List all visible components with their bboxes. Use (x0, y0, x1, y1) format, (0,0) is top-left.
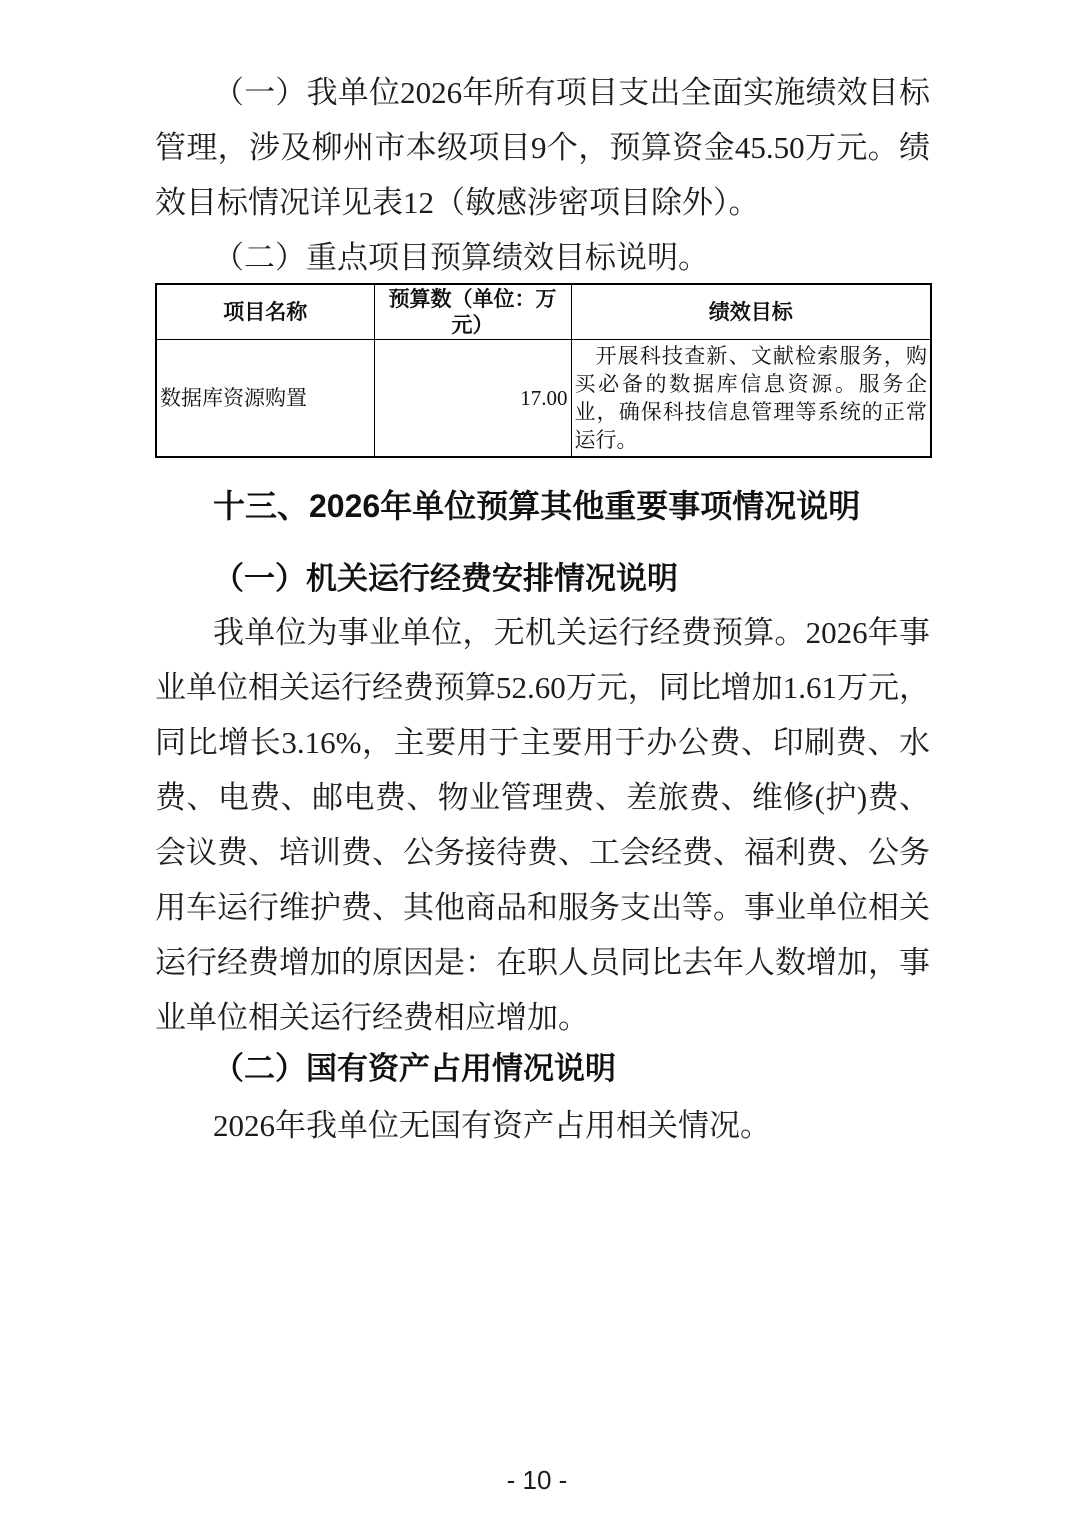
column-header-budget-amount: 预算数（单位：万元） (374, 284, 571, 340)
section-13-2-heading: （二）国有资产占用情况说明 (213, 1051, 616, 1086)
paragraph-performance-overview: （一）我单位2026年所有项目支出全面实施绩效目标管理，涉及柳州市本级项目9个，预算资金45.50万元。绩效目标情况详见表12（敏感涉密项目除外）。 (155, 75, 930, 220)
section-13-heading: 十三、2026年单位预算其他重要事项情况说明 (213, 488, 861, 524)
page-number: - 10 - (506, 1465, 568, 1495)
paragraph-key-project-intro: （二）重点项目预算绩效目标说明。 (213, 240, 709, 275)
document-content (155, 65, 930, 1153)
cell-budget-amount: 17.00 (374, 340, 571, 458)
cell-project-name: 数据库资源购置 (156, 340, 374, 458)
column-header-performance-target: 绩效目标 (571, 284, 931, 340)
paragraph-operating-expenses: 我单位为事业单位，无机关运行经费预算。2026年事业单位相关运行经费预算52.60万元，同比增加1.61万元，同比增长3.16%，主要用于主要用于办公费、印刷费、水费、电费、邮电费、物业管理费、差旅费、维修(护)费、会议费、培训费、公务接待费、工会经费、福利费、公务用车运行维护费、其他商品和服务支出等。事业单位相关运行经费增加的原因是：在职人员同比去年人数增加，事业单位相关运行经费相应增加。 (155, 615, 930, 1035)
performance-target-table (155, 283, 932, 458)
paragraph-state-assets: 2026年我单位无国有资产占用相关情况。 (213, 1108, 771, 1143)
table-row (156, 340, 931, 458)
section-13-1-heading: （一）机关运行经费安排情况说明 (213, 561, 678, 596)
table-header-row (156, 284, 931, 340)
column-header-project-name: 项目名称 (156, 284, 374, 340)
cell-performance-target: 开展科技查新、文献检索服务，购买必备的数据库信息资源。服务企业，确保科技信息管理等系统的正常运行。 (571, 340, 931, 458)
